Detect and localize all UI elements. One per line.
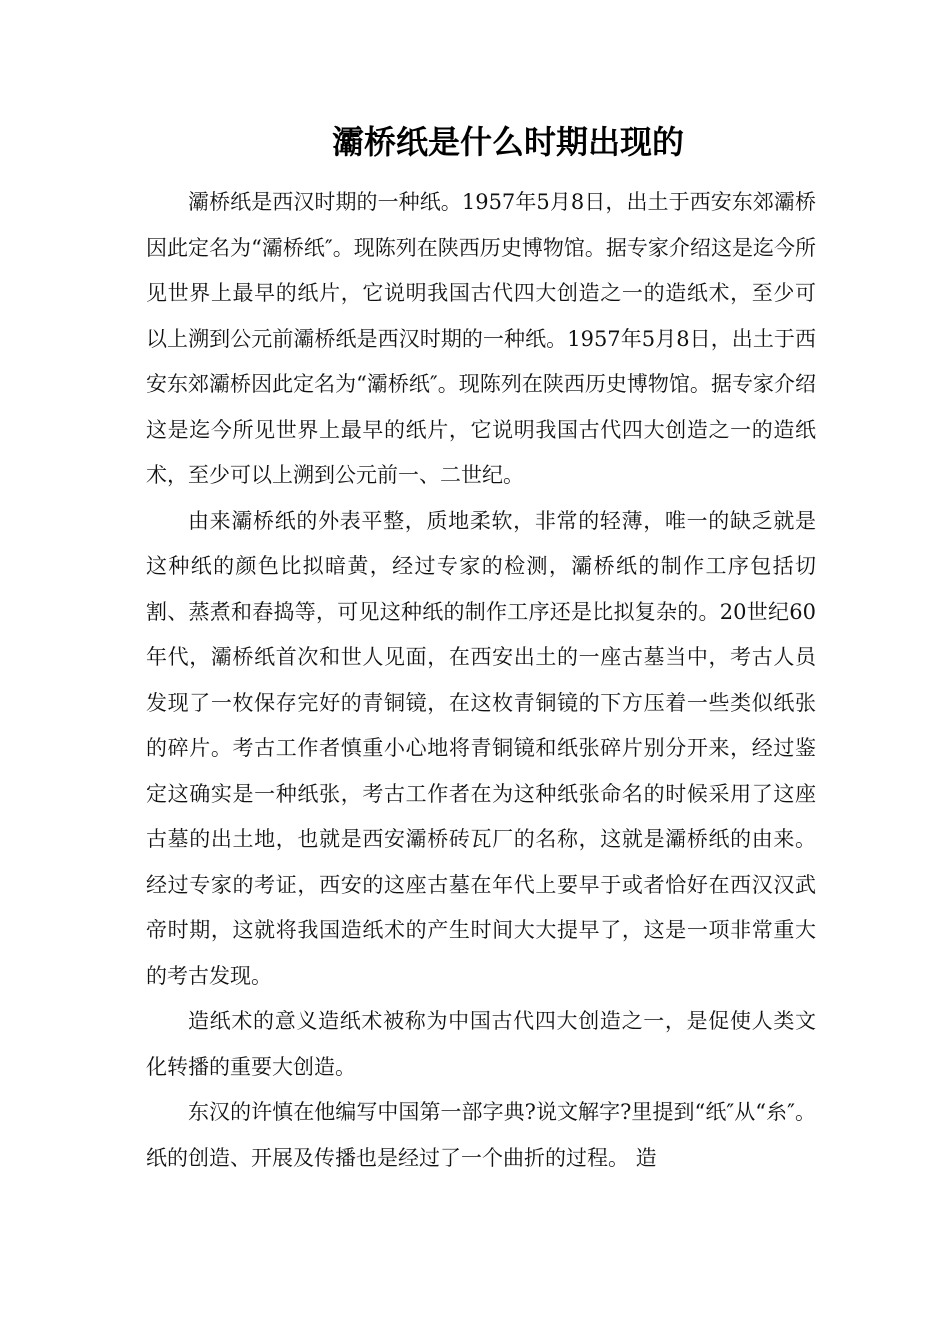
paragraph-3: 造纸术的意义造纸术被称为中国古代四大创造之一，是促使人类文化转播的重要大创造。 <box>146 1009 816 1079</box>
paragraph-2: 由来灞桥纸的外表平整，质地柔软，非常的轻薄，唯一的缺乏就是这种纸的颜色比拟暗黄，经过专家的检测，灞桥纸的制作工序包括切割、蒸煮和舂捣等，可见这种纸的制作工序还是比拟复杂的。20世纪60年代，灞桥纸首次和世人见面，在西安出土的一座古墓当中，考古人员发现了一枚保存完好的青铜镜，在这枚青铜镜的下方压着一些类似纸张的碎片。考古工作者慎重小心地将青铜镜和纸张碎片别分开来，经过鉴定这确实是一种纸张，考古工作者在为这种纸张命名的时候采用了这座古墓的出土地，也就是西安灞桥砖瓦厂的名称，这就是灞桥纸的由来。经过专家的考证，西安的这座古墓在年代上要早于或者恰好在西汉汉武帝时期，这就将我国造纸术的产生时间大大提早了，这是一项非常重大的考古发现。 <box>146 508 816 988</box>
document-body <box>146 180 816 1181</box>
paragraph-4: 东汉的许慎在他编写中国第一部字典?说文解字?里提到“纸″从“糸″。纸的创造、开展及传播也是经过了一个曲折的过程。 造 <box>146 1100 816 1170</box>
paragraph-1: 灞桥纸是西汉时期的一种纸。1957年5月8日，出土于西安东郊灞桥因此定名为“灞桥纸″。现陈列在陕西历史博物馆。据专家介绍这是迄今所见世界上最早的纸片，它说明我国古代四大创造之一的造纸术，至少可以上溯到公元前灞桥纸是西汉时期的一种纸。1957年5月8日，出土于西安东郊灞桥因此定名为“灞桥纸″。现陈列在陕西历史博物馆。据专家介绍这是迄今所见世界上最早的纸片，它说明我国古代四大创造之一的造纸术，至少可以上溯到公元前一、二世纪。 <box>146 190 816 487</box>
page-title: 灞桥纸是什么时期出现的 <box>331 123 684 161</box>
